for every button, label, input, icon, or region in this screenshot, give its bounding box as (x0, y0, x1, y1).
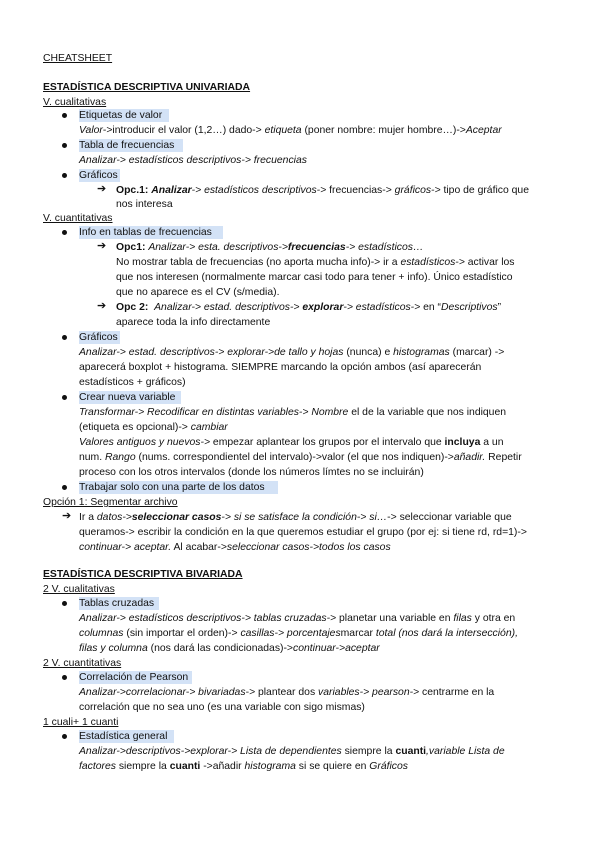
label-cuali-cuanti: 1 cuali+ 1 cuanti (43, 717, 119, 728)
graficos-opc1-cont: nos interesa (116, 199, 173, 210)
crear-desc-5: proceso con los otros intervalos (donde los números límtes no se incluirán) (79, 467, 424, 478)
opc1-desc-2: que nos interesen (normalmente marcar casi todo para tener + info). Único estadístico (116, 272, 513, 283)
bullet (62, 485, 67, 490)
crear-desc-2: (etiqueta es opcional)-> cambiar (79, 422, 228, 433)
opcion1-desc-1: Ir a datos->seleccionar casos-> si se satisface la condición-> si…-> seleccionar variable que (79, 512, 512, 523)
bullet (62, 734, 67, 739)
item-correlacion-pearson: Correlación de Pearson (79, 671, 192, 684)
pearson-desc-2: correlación que no sea uno (es una variable con sigo mismas) (79, 702, 365, 713)
label-2v-cualitativas: 2 V. cualitativas (43, 584, 115, 595)
graficos-cuant-1: Analizar-> estad. descriptivos-> explorar->de tallo y hojas (nunca) e histogramas (marcar) -> (79, 347, 505, 358)
etiquetas-desc: Valor->introducir el valor (1,2…) dado-> etiqueta (poner nombre: mujer hombre…)->Aceptar (79, 125, 502, 136)
estadistica-general-2: factores siempre la cuanti ->añadir histograma si se quiere en Gráficos (79, 761, 408, 772)
tabla-frecuencias-desc: Analizar-> estadísticos descriptivos-> frecuencias (79, 155, 307, 166)
bullet (62, 113, 67, 118)
estadistica-general-1: Analizar->descriptivos->explorar-> Lista de dependientes siempre la cuanti,variable Lista de (79, 746, 505, 757)
label-2v-cuantitativas: 2 V. cuantitativas (43, 658, 122, 669)
bullet (62, 335, 67, 340)
tablas-cruzadas-3: filas y columna (nos dará las condicionadas)->continuar->aceptar (79, 643, 380, 654)
item-graficos-cuant: Gráficos (79, 331, 120, 344)
opc2-desc: aparece toda la info directamente (116, 317, 271, 328)
item-trabajar-parte: Trabajar solo con una parte de los datos (79, 481, 278, 494)
graficos-cuant-3: estadísticos + gráficos) (79, 377, 186, 388)
tablas-cruzadas-1: Analizar-> estadísticos descriptivos-> tablas cruzadas-> planetar una variable en filas y otra en (79, 613, 516, 624)
graficos-cuant-2: aparecerá boxplot + histograma. SIEMPRE marcando la opción ambos (así aparecerán (79, 362, 482, 373)
opc2-line: Opc 2: Analizar-> estad. descriptivos-> explorar-> estadísticos-> en “Descriptivos” (116, 302, 502, 313)
bullet (62, 395, 67, 400)
crear-desc-4: num. Rango (nums. correspondientel del intervalo)->valor (el que nos indiquen)->añadir. Repetir (79, 452, 522, 463)
crear-desc-1: Transformar-> Recodificar en distintas variables-> Nombre el de la variable que nos indiquen (79, 407, 507, 418)
arrow-icon: ➔ (97, 183, 107, 195)
bullet (62, 230, 67, 235)
arrow-icon: ➔ (97, 240, 107, 252)
item-crear-variable: Crear nueva variable (79, 391, 181, 404)
heading-univariada: ESTADÍSTICA DESCRIPTIVA UNIVARIADA (43, 82, 251, 93)
item-tabla-frecuencias: Tabla de frecuencias (79, 139, 183, 152)
opcion1-desc-3: continuar-> aceptar. Al acabar->seleccionar casos->todos los casos (79, 542, 391, 553)
pearson-desc-1: Analizar->correlacionar-> bivariadas-> plantear dos variables-> pearson-> centrarme en la (79, 687, 495, 698)
bullet (62, 143, 67, 148)
bullet (62, 173, 67, 178)
bullet (62, 601, 67, 606)
label-opcion-1: Opción 1: Segmentar archivo (43, 497, 178, 508)
label-v-cuantitativas: V. cuantitativas (43, 213, 113, 224)
arrow-icon: ➔ (97, 300, 107, 312)
tablas-cruzadas-2: columnas (sin importar el orden)-> casillas-> porcentajesmarcar total (nos dará la intersección), (79, 628, 518, 639)
item-tablas-cruzadas: Tablas cruzadas (79, 597, 159, 610)
graficos-opc1: Opc.1: Analizar-> estadísticos descriptivos-> frecuencias-> gráficos-> tipo de gráfico que (116, 185, 529, 196)
item-estadistica-general: Estadística general (79, 730, 174, 743)
item-etiquetas: Etiquetas de valor (79, 109, 169, 122)
arrow-icon: ➔ (62, 510, 72, 522)
crear-desc-3: Valores antiguos y nuevos-> empezar aplantear los grupos por el intervalo que incluya a un (79, 437, 504, 448)
doc-title: CHEATSHEET (43, 53, 113, 64)
label-v-cualitativas: V. cualitativas (43, 97, 107, 108)
item-graficos: Gráficos (79, 169, 120, 182)
opc1-line: Opc1: Analizar-> esta. descriptivos->frecuencias-> estadísticos… (116, 242, 424, 253)
opc1-desc-3: que no aparece es el CV (s/media). (116, 287, 280, 298)
bullet (62, 675, 67, 680)
opc1-desc-1: No mostrar tabla de frecuencias (no aporta mucha info)-> ir a estadísticos-> activar los (116, 257, 515, 268)
opcion1-desc-2: queramos-> escribir la condición en la que queremos estudiar el grupo (por ej: si tiene rd, rd=1)-> (79, 527, 527, 538)
heading-bivariada: ESTADÍSTICA DESCRIPTIVA BIVARIADA (43, 569, 243, 580)
item-info-tablas: Info en tablas de frecuencias (79, 226, 223, 239)
